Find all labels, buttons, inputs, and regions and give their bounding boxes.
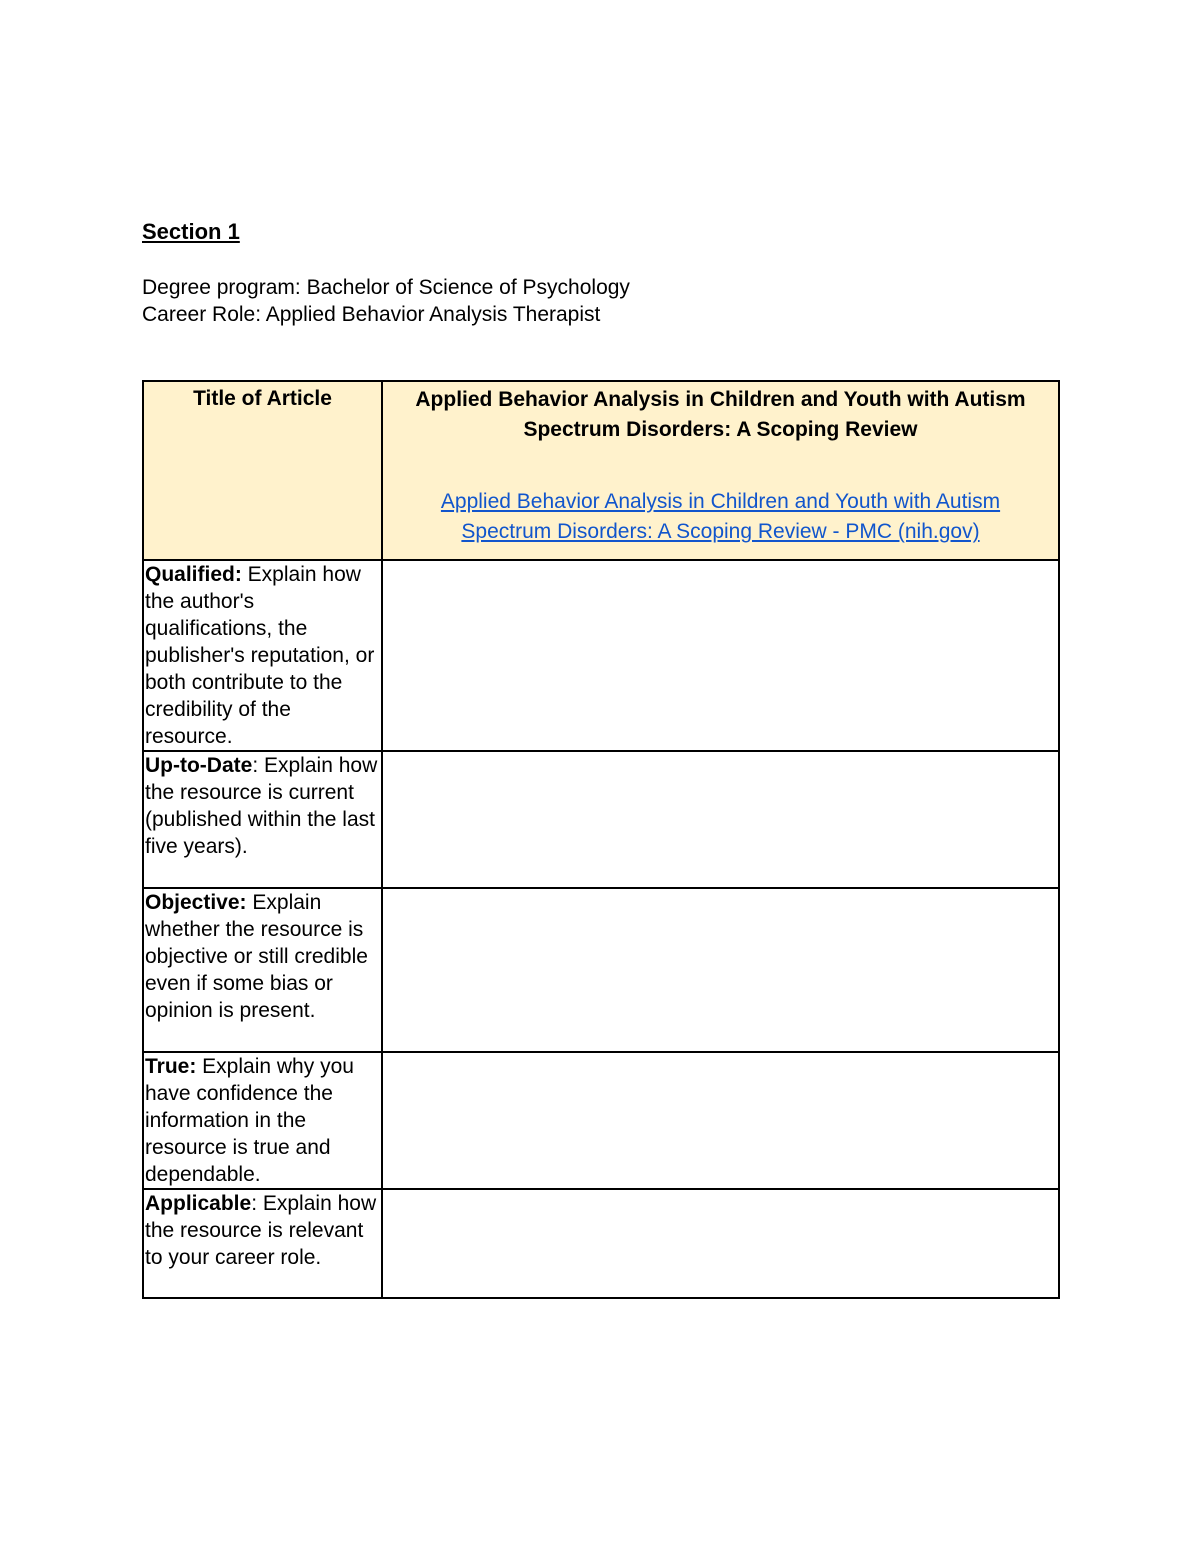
criterion-label: Qualified: [145, 563, 242, 586]
section-heading: Section 1 [142, 219, 240, 244]
criterion-label: True: [145, 1055, 197, 1078]
response-qualified[interactable] [382, 560, 1059, 751]
table-row [143, 751, 1059, 888]
criterion-description: Explain whether the resource is objective or still credible even if some bias or opinion is present. [145, 891, 368, 1022]
table-header-row [143, 381, 1059, 560]
career-role-line: Career Role: Applied Behavior Analysis Therapist [142, 303, 601, 326]
response-applicable[interactable] [382, 1189, 1059, 1298]
table-row [143, 1052, 1059, 1189]
article-title: Applied Behavior Analysis in Children and Youth with Autism Spectrum Disorders: A Scoping Review [415, 388, 1026, 441]
criterion-label: Objective: [145, 891, 247, 914]
response-objective[interactable] [382, 888, 1059, 1052]
table-row [143, 1189, 1059, 1298]
criterion-applicable [143, 1189, 382, 1298]
title-of-article-label: Title of Article [143, 381, 382, 560]
evaluation-table [142, 380, 1060, 1299]
criterion-description: Explain why you have confidence the information in the resource is true and dependable. [145, 1055, 354, 1186]
criterion-true [143, 1052, 382, 1189]
criterion-description: : Explain how the resource is relevant to your career role. [145, 1192, 377, 1269]
criterion-qualified [143, 560, 382, 751]
response-true[interactable] [382, 1052, 1059, 1189]
criterion-label: Up-to-Date [145, 754, 253, 777]
article-cell [382, 381, 1059, 560]
table-row [143, 888, 1059, 1052]
criterion-description: Explain how the author's qualifications, the publisher's reputation, or both contribute to the credibility of the resource. [145, 563, 375, 748]
article-link[interactable]: Applied Behavior Analysis in Children and Youth with Autism Spectrum Disorders: A Scoping Review - PMC (nih.gov) [440, 490, 1001, 543]
degree-program-line: Degree program: Bachelor of Science of Psychology [142, 276, 630, 299]
response-up-to-date[interactable] [382, 751, 1059, 888]
table-row [143, 560, 1059, 751]
criterion-objective [143, 888, 382, 1052]
criterion-up-to-date [143, 751, 382, 888]
criterion-label: Applicable [145, 1192, 252, 1215]
criterion-description: : Explain how the resource is current (published within the last five years). [145, 754, 378, 858]
